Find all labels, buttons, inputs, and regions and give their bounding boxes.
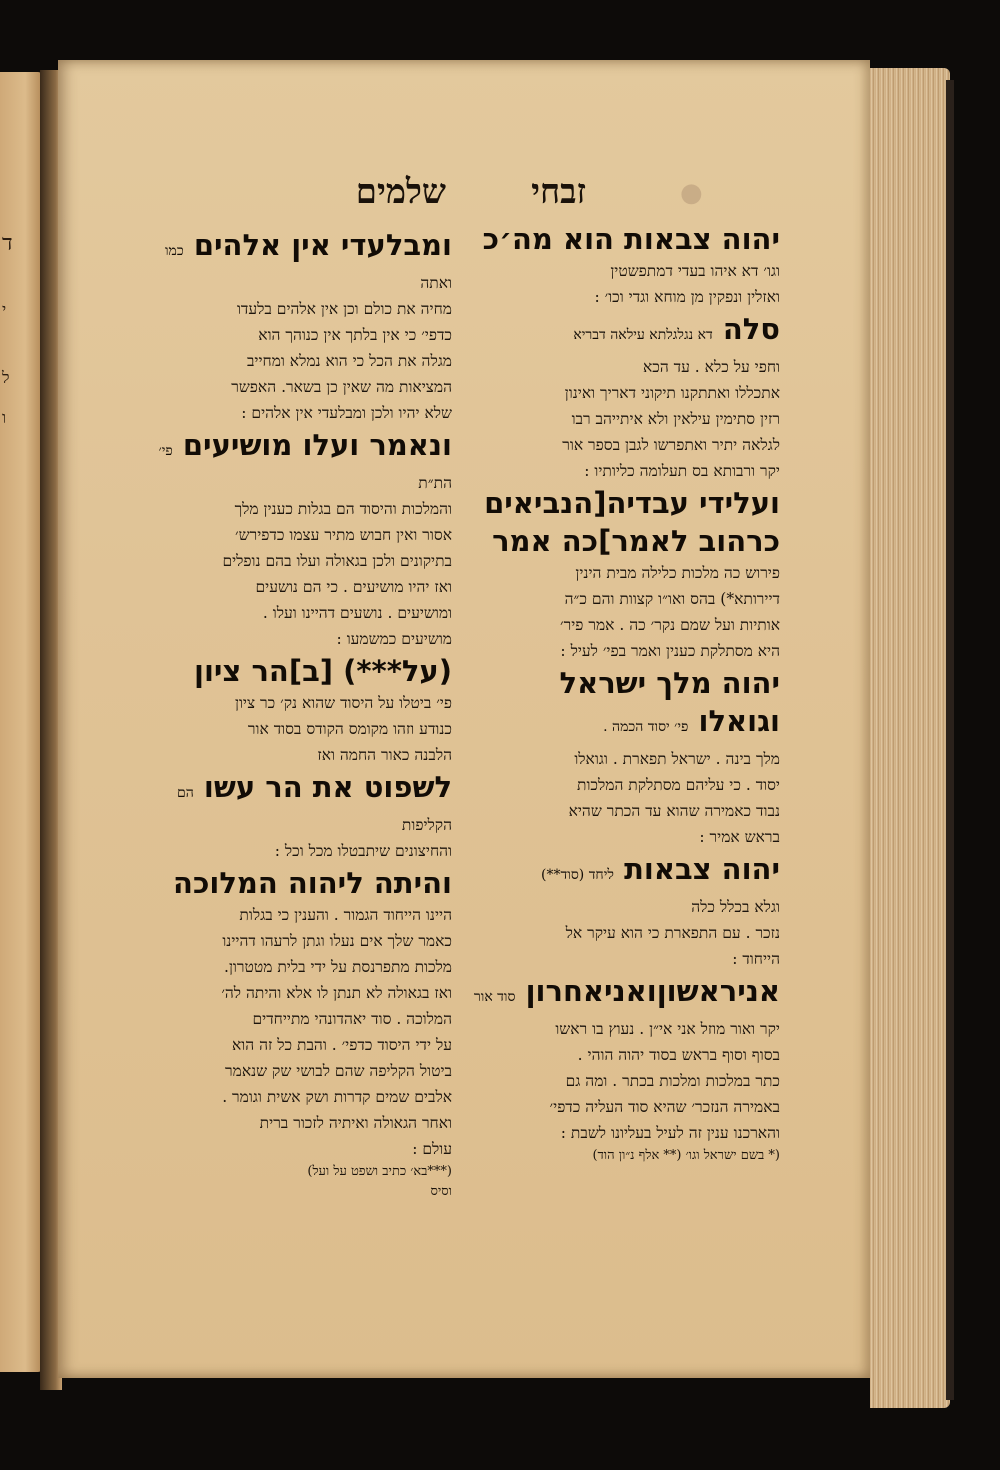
line-text: על ידי היסוד כדפי׳ . והבת כל זה הוא	[231, 1036, 452, 1054]
text-line	[468, 946, 780, 972]
line-text: מלך בינה . ישראל תפארת . וגואלו	[574, 750, 780, 768]
line-text: בסוף וסוף בראש בסוד יהוה הוהי .	[577, 1046, 780, 1064]
line-text: יהוה צבאות	[624, 852, 780, 886]
text-line	[130, 1136, 452, 1162]
line-text: ואז יהיו מושיעים . כי הם נושעים	[255, 578, 452, 596]
line-text: כרהוב לאמר]כה אמר	[492, 524, 780, 558]
prev-page-glyph: י	[2, 300, 7, 319]
text-line	[468, 586, 780, 612]
text-line	[130, 296, 452, 322]
text-line	[468, 560, 780, 586]
line-text: לשפוט את הר עשו	[203, 770, 452, 804]
text-line	[130, 954, 452, 980]
line-text: והמלכות והיסוד הם בגלות כענין מלך	[234, 500, 452, 518]
text-line	[468, 612, 780, 638]
text-line	[130, 496, 452, 522]
line-text: יהוה מלך ישראל	[559, 666, 780, 700]
heading-line	[468, 220, 780, 258]
prev-page-glyph: ד	[2, 231, 13, 256]
line-text: כאמר שלך אים נעלו וגתן לרעהו דהיינו	[222, 932, 452, 950]
left-column	[130, 226, 452, 1202]
text-line	[468, 406, 780, 432]
line-text: המלוכה . סוד יאהדונהי מתייחדים	[252, 1010, 452, 1028]
line-text: הלבנה כאור החמה ואז	[317, 746, 452, 764]
line-text: יקר ואור מוזל אני אי״ן . נעוץ בו ראשו	[555, 1020, 780, 1038]
line-text: שלא יהיו ולכן ומבלעדי אין אלהים :	[241, 404, 452, 422]
text-line	[130, 626, 452, 652]
line-text: בתיקונים ולכן בגאולה ועלו בהם נופלים	[222, 552, 452, 570]
heading-line	[130, 226, 452, 270]
text-line	[468, 1094, 780, 1120]
text-line	[468, 258, 780, 284]
line-text: המציאות מה שאין כן בשאר. האפשר	[231, 378, 452, 396]
line-text: (על***) [ב]הר ציון	[193, 654, 452, 688]
line-text: הקליפות	[401, 816, 452, 834]
footnote-line	[468, 1146, 780, 1166]
line-text: אותיות ועל שמם נקר׳ כה . אמר פיר׳	[560, 616, 780, 634]
line-text: (***בא׳ כתיב ושפט על ועל)	[307, 1164, 452, 1179]
text-line	[468, 284, 780, 310]
line-text: מחיה את כולם וכן אין אלהים בלעדו	[236, 300, 452, 318]
heading-line	[468, 484, 780, 522]
line-text: כתר במלכות ומלכות בכתר . ומה גם	[565, 1072, 780, 1090]
prev-page-glyph: ל	[2, 368, 10, 387]
inline-small-text: הם	[176, 785, 194, 801]
line-text: ואתה	[420, 274, 452, 292]
heading-line	[468, 972, 780, 1016]
line-text: נבוד כאמירה שהוא עד הכתר שהיא	[568, 802, 780, 820]
text-line	[130, 1084, 452, 1110]
line-text: ואז בגאולה לא תנתן לו אלא והיתה לה׳	[221, 984, 452, 1002]
line-text: והיתה ליהוה המלוכה	[173, 866, 452, 900]
line-text: סלה	[722, 312, 780, 346]
line-text: אלבים שמים קדרות ושק אשית וגומר .	[222, 1088, 452, 1106]
heading-line	[468, 702, 780, 746]
inline-small-text: פי׳ יסוד הכמה .	[603, 719, 689, 735]
text-line	[468, 772, 780, 798]
text-line	[130, 690, 452, 716]
heading-line	[468, 310, 780, 354]
text-line	[130, 1110, 452, 1136]
line-text: ונאמר ועלו מושיעים	[182, 428, 452, 462]
text-line	[130, 1032, 452, 1058]
text-line	[468, 894, 780, 920]
line-text: כנודע וזהו מקומס הקודס בסוד אור	[247, 720, 452, 738]
text-line	[130, 838, 452, 864]
inline-small-text: ליחד (סוד**)	[541, 867, 614, 883]
line-text: (* בשם ישראל וגו׳ (** אלף נ״ון הוד)	[592, 1148, 780, 1163]
text-line	[468, 380, 780, 406]
text-line	[468, 432, 780, 458]
line-text: אניראשוןואניאחרון	[525, 974, 780, 1008]
text-line	[130, 902, 452, 928]
line-text: באמירה הנזכר׳ שהיא סוד העליה כדפי׳	[549, 1098, 780, 1116]
text-line	[130, 574, 452, 600]
text-line	[130, 812, 452, 838]
text-line	[130, 348, 452, 374]
inline-small-text: כמו	[164, 243, 184, 259]
line-text: אסור ואין חבוש מתיר עצמו כדפירש׳	[235, 526, 452, 544]
heading-line	[468, 850, 780, 894]
line-text: בראש אמיר :	[699, 828, 780, 846]
text-line	[468, 1120, 780, 1146]
line-text: ומבלעדי אין אלהים	[193, 228, 452, 262]
line-text: מושיעים כמשמעו :	[336, 630, 452, 648]
heading-line	[468, 522, 780, 560]
prev-page-glyph: ו	[2, 408, 7, 427]
line-text: פי׳ ביטלו על היסוד שהוא נק׳ כר ציון	[235, 694, 452, 712]
heading-line	[130, 426, 452, 470]
line-text: וגלא בכלל כלה	[691, 898, 780, 916]
heading-line	[468, 664, 780, 702]
line-text: הת״ת	[418, 474, 452, 492]
inline-small-text: פי׳	[158, 443, 173, 459]
line-text: ועלידי עבדיה[הנביאים	[484, 486, 780, 520]
line-text: ומושיעים . נושעים דהיינו ועלו .	[262, 604, 452, 622]
line-text: יקר ורבותא בס תעלומה כליותיו :	[584, 462, 780, 480]
heading-line	[130, 768, 452, 812]
text-line	[468, 354, 780, 380]
footnote-line	[130, 1162, 452, 1182]
previous-page-edge	[0, 72, 42, 1372]
text-line	[130, 716, 452, 742]
text-line	[468, 798, 780, 824]
line-text: פירוש כה מלכות כלילה מבית הינין	[575, 564, 780, 582]
text-line	[468, 458, 780, 484]
line-text: וחפי על כלא . עד הכא	[642, 358, 780, 376]
page-edges	[870, 68, 950, 1408]
line-text: ביטול הקליפה שהם לבושי שק שנאמר	[225, 1062, 452, 1080]
text-line	[130, 1058, 452, 1084]
text-line	[130, 270, 452, 296]
line-text: והחיצונים שיתבטלו מכל וכל :	[274, 842, 452, 860]
line-text: ואחר הגאולה ואיתיה לזכור ברית	[259, 1114, 452, 1132]
line-text: רזין סתימין עילאין ולא איתייהב רבו	[571, 410, 780, 428]
text-line	[130, 322, 452, 348]
text-line	[468, 746, 780, 772]
heading-line	[130, 652, 452, 690]
line-text: היא מסתלקת כענין ואמר בפי׳ לעיל :	[560, 642, 780, 660]
line-text: וגואלו	[698, 704, 780, 738]
book-page	[58, 60, 870, 1378]
faded-mark: ●	[680, 178, 703, 208]
heading-line	[130, 864, 452, 902]
footnote-line	[130, 1182, 452, 1202]
line-text: מלכות מתפרנסת על ידי בלית מטטרון.	[224, 958, 452, 976]
line-text: והארכנו ענין זה לעיל בעליונו לשבת :	[560, 1124, 780, 1142]
line-text: יסוד . כי עליהם מסתלקת המלכות	[577, 776, 780, 794]
text-line	[130, 980, 452, 1006]
line-text: נזכר . עם התפארת כי הוא עיקר אל	[565, 924, 780, 942]
running-header-right: זבחי	[531, 172, 586, 212]
line-text: היינו הייחוד הגמור . והענין כי בגלות	[239, 906, 452, 924]
text-line	[468, 824, 780, 850]
line-text: כדפי׳ כי אין בלתך אין כנוהך הוא	[258, 326, 452, 344]
text-line	[130, 928, 452, 954]
line-text: לגלאה יתיר ואתפרשו לגבן בספר אור	[562, 436, 780, 454]
text-line	[130, 548, 452, 574]
line-text: וסיס	[430, 1184, 452, 1199]
line-text: דיירותא*) בהס ואו״ו קצוות והם כ״ה	[564, 590, 780, 608]
text-line	[468, 920, 780, 946]
text-line	[130, 600, 452, 626]
running-header-left: שלמים	[355, 172, 446, 212]
line-text: ואזלין ונפקין מן מוחא וגדי וכו׳ :	[594, 288, 780, 306]
text-line	[130, 470, 452, 496]
line-text: יהוה צבאות הוא מה׳כ	[482, 222, 780, 256]
line-text: הייחוד :	[732, 950, 780, 968]
text-line	[130, 522, 452, 548]
text-line	[468, 1068, 780, 1094]
text-line	[468, 1016, 780, 1042]
book-cover-edge	[946, 80, 954, 1400]
text-line	[468, 1042, 780, 1068]
text-line	[130, 1006, 452, 1032]
line-text: אתכללו ואתתקנו תיקוני דאריך ואינון	[564, 384, 780, 402]
inline-small-text: דא נגלגלתא עילאה דבריא	[573, 327, 713, 343]
text-line	[468, 638, 780, 664]
line-text: עולם :	[412, 1140, 452, 1158]
text-line	[130, 742, 452, 768]
text-line	[130, 374, 452, 400]
line-text: מגלה את הכל כי הוא נמלא ומחייב	[246, 352, 452, 370]
line-text: וגו׳ דא איהו בעדי דמתפשטין	[610, 262, 780, 280]
text-line	[130, 400, 452, 426]
inline-small-text: סוד אור	[473, 989, 516, 1005]
right-column	[468, 220, 780, 1166]
